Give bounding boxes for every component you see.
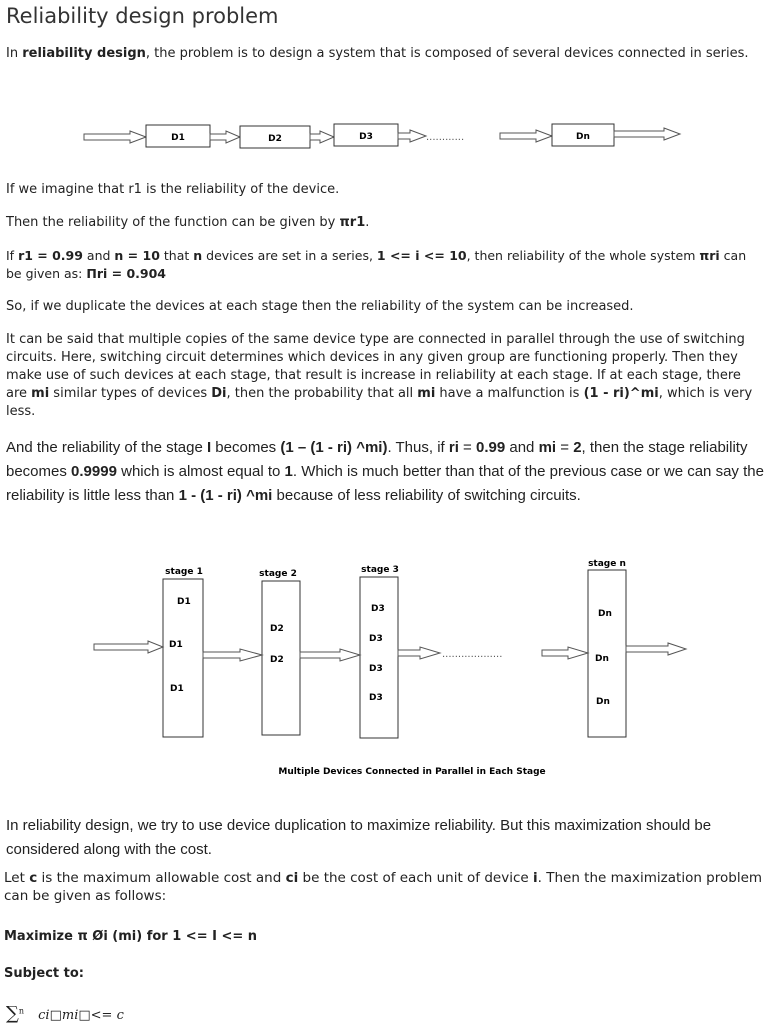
maximize-paragraph: In reliability design, we try to use device duplication to maximize reliability. But this maximization should be considered along with the cost. <box>6 817 712 858</box>
stage-box <box>360 577 398 738</box>
stage-label: stage n <box>588 559 626 569</box>
formula-expression: ci□mi□<= c <box>38 1008 124 1023</box>
series-diagram <box>80 120 690 154</box>
device-label: D2 <box>270 655 284 665</box>
device-label: D2 <box>268 134 282 144</box>
intro-paragraph: In reliability design, the problem is to design a system that is composed of several devices connected in series. <box>6 46 749 61</box>
device-label: D3 <box>371 604 385 614</box>
parallel-dots: ................... <box>442 649 503 660</box>
device-label: D1 <box>177 597 191 607</box>
device-label: Dn <box>576 132 590 142</box>
device-label: D1 <box>170 684 184 694</box>
page-title: Reliability design problem <box>6 4 279 28</box>
parallel-diagram <box>90 555 690 785</box>
device-label: D1 <box>171 133 185 143</box>
device-label: Dn <box>598 609 612 619</box>
stage-label: stage 1 <box>165 567 203 577</box>
sigma-sup: n <box>18 1006 25 1016</box>
series-dots: ............ <box>426 132 465 143</box>
cost-paragraph: Let c is the maximum allowable cost and ci be the cost of each unit of device i. Then the maximization problem can be given as follows: <box>4 870 763 904</box>
stage-label: stage 2 <box>259 569 297 579</box>
then-paragraph: Then the reliability of the function can be given by πr1. <box>6 215 370 230</box>
maximize-line: Maximize π Øi (mi) for 1 <= I <= n <box>4 929 258 944</box>
imagine-paragraph: If we imagine that r1 is the reliability of the device. <box>6 182 340 197</box>
subject-to: Subject to: <box>4 966 84 981</box>
constraint-formula <box>6 1003 124 1024</box>
so-paragraph: So, if we duplicate the devices at each stage then the reliability of the system can be increased. <box>6 299 634 314</box>
diagram-caption: Multiple Devices Connected in Parallel in Each Stage <box>278 767 546 777</box>
device-label: D3 <box>359 132 373 142</box>
device-label: D3 <box>369 693 383 703</box>
sigma-symbol: ∑ <box>6 1003 19 1024</box>
parallel-paragraph: It can be said that multiple copies of the same device type are connected in parallel through the use of switching circuits. Here, switching circuit determines which devices in any given group are functioning properly. Then they make use of such devices at each stage, that result is increase in reliability at each stage. If at each stage, there are mi similar types of devices Di, then the probability that all mi have a malfunction is (1 - ri)^mi, which is very less. <box>6 332 753 419</box>
device-label: Dn <box>595 654 609 664</box>
device-label: D1 <box>169 640 183 650</box>
device-label: D3 <box>369 634 383 644</box>
device-label: Dn <box>596 697 610 707</box>
device-label: D2 <box>270 624 284 634</box>
stage-label: stage 3 <box>361 565 399 575</box>
device-label: D3 <box>369 664 383 674</box>
stage-paragraph: And the reliability of the stage I becomes (1 – (1 - ri) ^mi). Thus, if ri = 0.99 and mi = 2, then the stage reliability becomes 0.9999 which is almost equal to 1. Which is much better than that of the previous case or we can say the reliability is little less than 1 - (1 - ri) ^mi because of less reliability of switching circuits. <box>6 439 764 504</box>
if-paragraph: If r1 = 0.99 and n = 10 that n devices are set in a series, 1 <= i <= 10, then reliability of the whole system πri can be given as: Πri = 0.904 <box>6 248 747 281</box>
